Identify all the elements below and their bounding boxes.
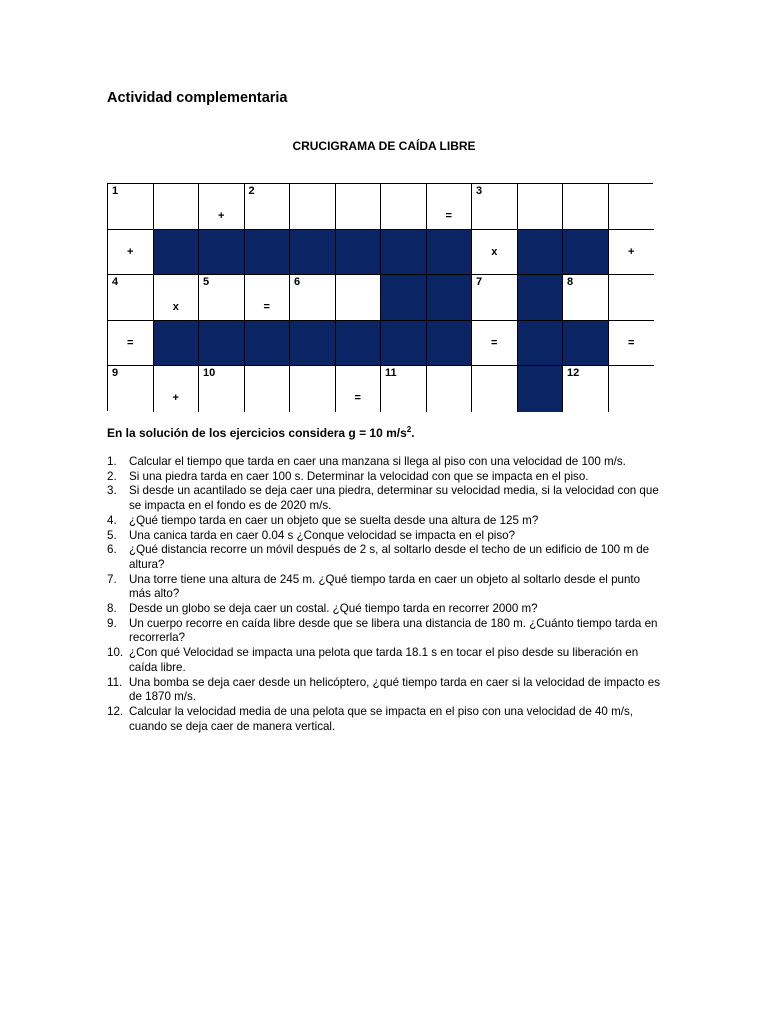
operator-symbol: = (354, 392, 361, 405)
crossword-cell[interactable] (609, 230, 655, 276)
clue-number: 12 (567, 367, 580, 380)
crossword-blocked-cell (336, 230, 382, 276)
crossword-cell[interactable] (472, 321, 518, 367)
crossword-blocked-cell (154, 321, 200, 367)
crossword-blocked-cell (563, 321, 609, 367)
crossword-cell[interactable] (108, 230, 154, 276)
crossword-cell[interactable] (290, 275, 336, 321)
crossword-blocked-cell (427, 275, 473, 321)
crossword-blocked-cell (518, 230, 564, 276)
question-item (107, 646, 663, 675)
question-item (107, 676, 663, 705)
question-item (107, 617, 663, 646)
clue-number: 9 (112, 367, 119, 380)
question-number: 2. (107, 469, 117, 483)
crossword-cell[interactable] (518, 184, 564, 230)
crossword-blocked-cell (245, 321, 291, 367)
crossword-cell[interactable] (336, 275, 382, 321)
operator-symbol: x (172, 301, 179, 314)
question-number: 3. (107, 484, 117, 498)
clue-number: 1 (112, 185, 119, 197)
crossword-blocked-cell (518, 366, 564, 412)
question-number: 11. (107, 675, 123, 689)
crossword-blocked-cell (199, 230, 245, 276)
clue-number: 7 (476, 276, 483, 289)
operator-symbol: = (127, 337, 134, 350)
operator-symbol: x (491, 245, 498, 258)
question-list (107, 455, 663, 734)
crossword-cell[interactable] (108, 366, 154, 412)
question-number: 7. (107, 572, 117, 586)
crossword-blocked-cell (290, 230, 336, 276)
question-item (107, 470, 663, 485)
crossword-cell[interactable] (472, 230, 518, 276)
gravity-note-exponent: 2 (406, 425, 412, 434)
crossword-blocked-cell (427, 321, 473, 367)
crossword-blocked-cell (336, 321, 382, 367)
crossword-cell[interactable] (108, 275, 154, 321)
crossword-cell[interactable] (609, 321, 655, 367)
crossword-title: CRUCIGRAMA DE CAÍDA LIBRE (292, 139, 476, 153)
question-item (107, 514, 663, 529)
question-text: ¿Con qué Velocidad se impacta una pelota que tarda 18.1 s en tocar el piso desde su liberación en caída libre. (129, 646, 639, 674)
question-text: Una canica tarda en caer 0.04 s ¿Conque velocidad se impacta en el piso? (129, 528, 516, 542)
question-number: 1. (107, 455, 117, 468)
question-text: Una bomba se deja caer desde un helicóptero, ¿qué tiempo tarda en caer si la velocidad de impacto es de 1870 m/s. (129, 675, 661, 704)
crossword-cell[interactable] (563, 366, 609, 412)
question-text: Calcular la velocidad media de una pelota que se impacta en el piso con una velocidad de 40 m/s, cuando se deja caer de manera vertical. (129, 704, 633, 733)
crossword-cell[interactable] (199, 366, 245, 412)
crossword-cell[interactable] (563, 184, 609, 230)
crossword-blocked-cell (290, 321, 336, 367)
crossword-cell[interactable] (427, 366, 473, 412)
operator-symbol: = (263, 301, 270, 314)
question-number: 5. (107, 528, 117, 542)
question-item (107, 455, 663, 470)
crossword-cell[interactable] (290, 366, 336, 412)
question-text: Una torre tiene una altura de 245 m. ¿Qué tiempo tarda en caer un objeto al soltarlo desde el punto más alto? (129, 572, 641, 601)
question-number: 6. (107, 543, 117, 557)
crossword-cell[interactable] (154, 275, 200, 321)
crossword-grid (107, 183, 653, 411)
clue-number: 11 (385, 367, 397, 380)
crossword-cell[interactable] (245, 366, 291, 412)
operator-symbol: + (127, 245, 134, 258)
crossword-cell[interactable] (245, 184, 291, 230)
clue-number: 6 (294, 276, 301, 289)
question-text: Desde un globo se deja caer un costal. ¿Qué tiempo tarda en recorrer 2000 m? (129, 602, 538, 616)
operator-symbol: + (172, 392, 179, 405)
crossword-cell[interactable] (108, 184, 154, 230)
clue-number: 4 (112, 276, 119, 289)
crossword-blocked-cell (381, 321, 427, 367)
crossword-cell[interactable] (245, 275, 291, 321)
clue-number: 10 (203, 367, 216, 380)
question-item (107, 573, 663, 602)
operator-symbol: + (218, 210, 225, 222)
question-number: 4. (107, 513, 117, 527)
crossword-cell[interactable] (199, 184, 245, 230)
page-heading: Actividad complementaria (107, 90, 288, 106)
crossword-blocked-cell (518, 321, 564, 367)
question-number: 9. (107, 616, 117, 630)
question-text: ¿Qué distancia recorre un móvil después de 2 s, al soltarlo desde el techo de un edificio de 100 m de altura? (129, 543, 650, 571)
question-number: 12. (107, 704, 124, 718)
crossword-cell[interactable] (609, 184, 655, 230)
question-number: 8. (107, 602, 117, 616)
crossword-blocked-cell (245, 230, 291, 276)
gravity-note-text: En la solución de los ejercicios considera g = 10 m/s (107, 426, 407, 440)
crossword-cell[interactable] (381, 184, 427, 230)
crossword-cell[interactable] (199, 275, 245, 321)
operator-symbol: = (491, 337, 498, 350)
gravity-note-end: . (411, 426, 415, 440)
clue-number: 5 (203, 276, 210, 289)
crossword-cell[interactable] (108, 321, 154, 367)
crossword-cell[interactable] (154, 366, 200, 412)
question-text: Si desde un acantilado se deja caer una piedra, determinar su velocidad media, si la velocidad con que se impacta en el fondo es de 2020 m/s. (129, 484, 659, 513)
question-item (107, 705, 663, 734)
crossword-cell[interactable] (472, 366, 518, 412)
crossword-blocked-cell (381, 230, 427, 276)
question-text: Si una piedra tarda en caer 100 s. Determinar la velocidad con que se impacta en el piso. (129, 469, 589, 483)
question-item (107, 543, 663, 572)
crossword-cell[interactable] (609, 366, 655, 412)
operator-symbol: + (628, 245, 635, 258)
question-text: Un cuerpo recorre en caída libre desde que se libera una distancia de 180 m. ¿Cuánto tiempo tarda en recorrerla? (129, 616, 658, 645)
clue-number: 3 (476, 185, 483, 197)
crossword-cell[interactable] (154, 184, 200, 230)
crossword-blocked-cell (518, 275, 564, 321)
crossword-blocked-cell (563, 230, 609, 276)
crossword-cell[interactable] (472, 184, 518, 230)
clue-number: 2 (248, 185, 255, 197)
crossword-cell[interactable] (472, 275, 518, 321)
question-number: 10. (107, 646, 124, 660)
question-text: Calcular el tiempo que tarda en caer una manzana si llega al piso con una velocidad de 100 m/s. (129, 455, 626, 468)
crossword-blocked-cell (199, 321, 245, 367)
crossword-cell[interactable] (609, 275, 655, 321)
crossword-cell[interactable] (563, 275, 609, 321)
crossword-cell[interactable] (290, 184, 336, 230)
gravity-note (107, 425, 415, 440)
crossword-blocked-cell (154, 230, 200, 276)
crossword-cell[interactable] (427, 184, 473, 230)
crossword-cell[interactable] (381, 366, 427, 412)
question-item (107, 602, 663, 617)
operator-symbol: = (445, 210, 452, 222)
crossword-cell[interactable] (336, 366, 382, 412)
operator-symbol: = (628, 337, 635, 350)
clue-number: 8 (567, 276, 574, 289)
crossword-blocked-cell (427, 230, 473, 276)
crossword-cell[interactable] (336, 184, 382, 230)
question-text: ¿Qué tiempo tarda en caer un objeto que se suelta desde una altura de 125 m? (129, 513, 539, 527)
question-item (107, 529, 663, 544)
question-item (107, 484, 663, 513)
crossword-blocked-cell (381, 275, 427, 321)
